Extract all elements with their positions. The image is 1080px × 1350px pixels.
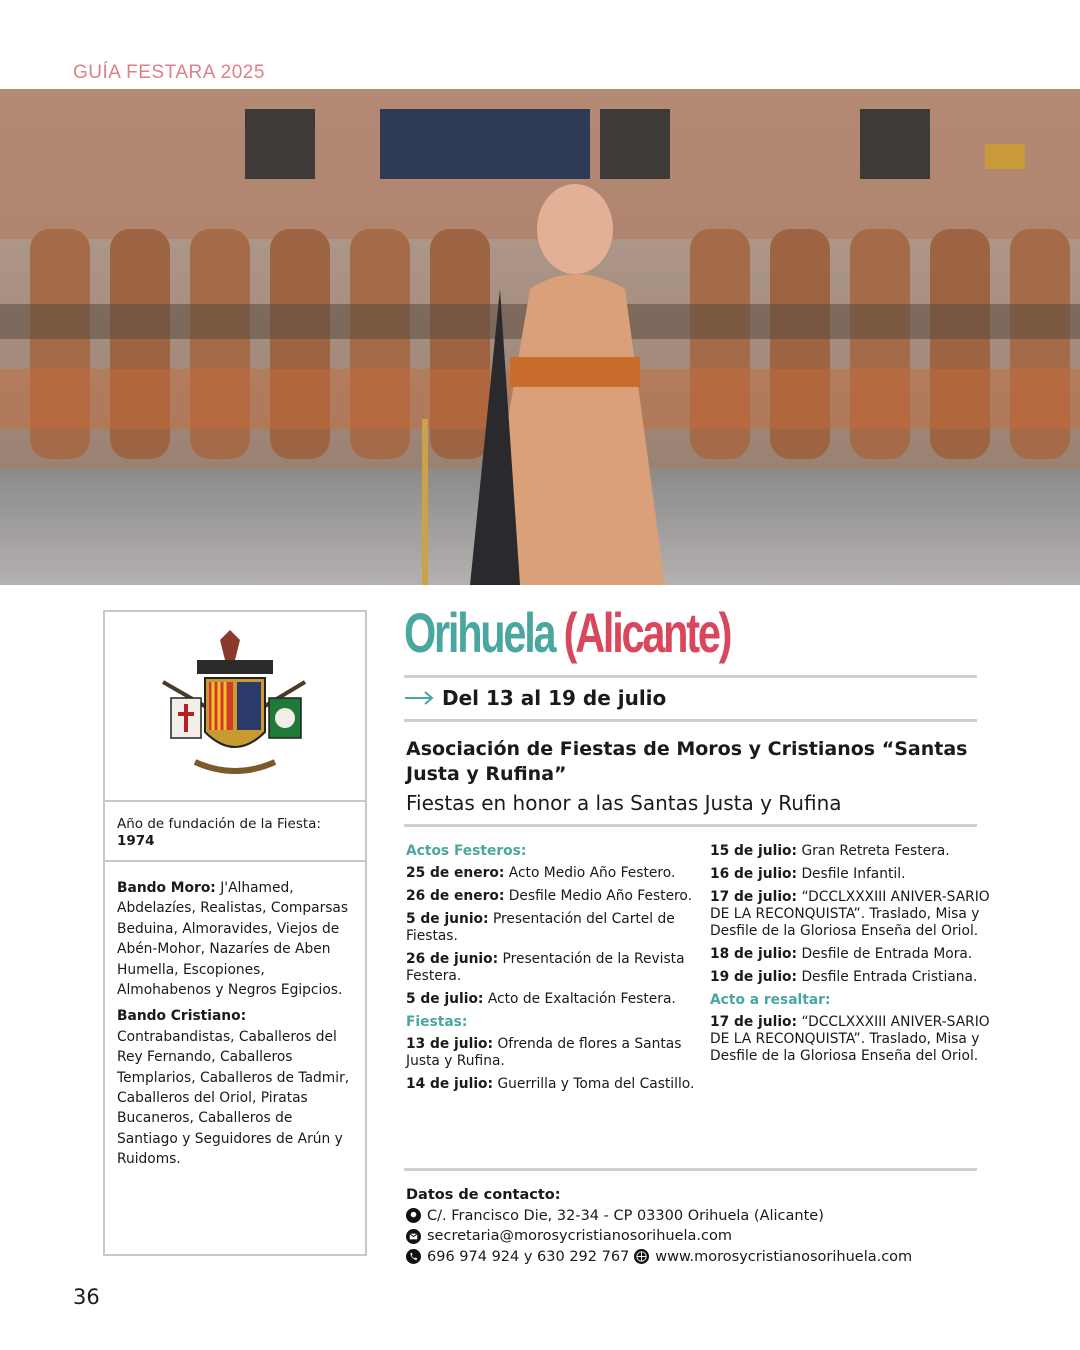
list-item bbox=[406, 865, 696, 882]
email-link[interactable]: secretaria@morosycristianosorihuela.com bbox=[427, 1228, 732, 1244]
address-text: C/. Francisco Die, 32-34 - CP 03300 Orihuela (Alicante) bbox=[427, 1207, 824, 1224]
event-text: Guerrilla y Toma del Castillo. bbox=[497, 1076, 695, 1092]
page-title bbox=[404, 600, 730, 665]
location-pin-icon bbox=[406, 1208, 421, 1223]
association-crest bbox=[105, 612, 365, 802]
list-item bbox=[406, 911, 696, 945]
phone-icon bbox=[406, 1249, 421, 1264]
divider bbox=[404, 824, 977, 827]
arrow-right-icon bbox=[404, 690, 434, 706]
guide-title: GUÍA FESTARA 2025 bbox=[73, 62, 265, 83]
bando-moro-label: Bando Moro: bbox=[117, 880, 216, 896]
phone-numbers: 696 974 924 y 630 292 767 bbox=[427, 1248, 630, 1265]
event-text: “DCCLXXXIII ANIVER-SARIO DE LA RECONQUISTA”. Traslado, Misa y Desfile de la Gloriosa Enseña del Oriol. bbox=[710, 889, 990, 939]
event-date: 19 de julio: bbox=[710, 969, 798, 985]
founded-label: Año de fundación de la Fiesta: bbox=[117, 816, 321, 832]
list-item bbox=[710, 946, 990, 963]
bando-moro bbox=[117, 878, 353, 1000]
globe-icon bbox=[634, 1249, 649, 1264]
list-item bbox=[406, 888, 696, 905]
divider bbox=[404, 719, 977, 722]
event-date: 16 de julio: bbox=[710, 866, 798, 882]
program-right-column bbox=[710, 843, 990, 1071]
event-text: Gran Retreta Festera. bbox=[801, 843, 950, 859]
festival-honor: Fiestas en honor a las Santas Justa y Rufina bbox=[406, 791, 842, 815]
list-item bbox=[710, 889, 990, 940]
bando-cristiano-label: Bando Cristiano: bbox=[117, 1008, 247, 1025]
bandos bbox=[105, 862, 365, 1170]
event-text: Desfile de Entrada Mora. bbox=[801, 946, 973, 962]
dates-text: Del 13 al 19 de julio bbox=[442, 686, 667, 710]
list-item bbox=[710, 843, 990, 860]
contact-section bbox=[406, 1185, 912, 1267]
festival-dates bbox=[404, 686, 666, 710]
event-date: 17 de julio: bbox=[710, 889, 798, 905]
list-item bbox=[406, 1036, 696, 1070]
bando-cristiano bbox=[117, 1006, 353, 1169]
event-text: Acto Medio Año Festero. bbox=[508, 865, 676, 881]
founded-info bbox=[105, 802, 365, 862]
event-date: 26 de enero: bbox=[406, 888, 505, 904]
address-row bbox=[406, 1206, 912, 1227]
event-text: Presentación de la Revista Festera. bbox=[406, 951, 685, 984]
event-text: Desfile Entrada Cristiana. bbox=[801, 969, 978, 985]
actos-heading: Actos Festeros: bbox=[406, 843, 527, 859]
list-item bbox=[710, 866, 990, 883]
event-text: Desfile Infantil. bbox=[801, 866, 906, 882]
fiestas-heading: Fiestas: bbox=[406, 1014, 468, 1030]
list-item bbox=[710, 969, 990, 986]
event-text: Presentación del Cartel de Fiestas. bbox=[406, 911, 675, 944]
email-icon bbox=[406, 1229, 421, 1244]
province-name: (Alicante) bbox=[563, 601, 731, 664]
page-number: 36 bbox=[73, 1285, 100, 1309]
info-sidebox bbox=[103, 610, 367, 1256]
event-text: Acto de Exaltación Festera. bbox=[487, 991, 676, 1007]
founded-year: 1974 bbox=[117, 833, 155, 849]
bando-moro-list: J'Alhamed, Abdelazíes, Realistas, Comparsas Beduina, Almoravides, Viejos de Abén-Mohor, Nazaríes de Aben Humella, Escopiones, Almohabenos y Negros Egipcios. bbox=[117, 880, 349, 999]
event-text: “DCCLXXXIII ANIVER-SARIO DE LA RECONQUISTA”. Traslado, Misa y Desfile de la Gloriosa Enseña del Oriol. bbox=[710, 1014, 990, 1064]
list-item bbox=[710, 1014, 990, 1065]
event-text: Desfile Medio Año Festero. bbox=[508, 888, 693, 904]
phone-web-row bbox=[406, 1247, 912, 1268]
event-date: 25 de enero: bbox=[406, 865, 505, 881]
list-item bbox=[406, 991, 696, 1008]
event-date: 15 de julio: bbox=[710, 843, 798, 859]
resaltar-heading: Acto a resaltar: bbox=[710, 992, 831, 1008]
event-date: 26 de junio: bbox=[406, 951, 499, 967]
event-date: 14 de julio: bbox=[406, 1076, 494, 1092]
list-item bbox=[406, 1076, 696, 1093]
website-link[interactable]: www.morosycristianosorihuela.com bbox=[655, 1248, 913, 1265]
festival-photo bbox=[0, 89, 1080, 585]
list-item bbox=[406, 951, 696, 985]
event-text: Ofrenda de flores a Santas Justa y Rufina. bbox=[406, 1036, 682, 1069]
divider bbox=[404, 675, 977, 678]
program-left-column bbox=[406, 843, 696, 1099]
city-name: Orihuela bbox=[404, 601, 555, 664]
email-row bbox=[406, 1226, 912, 1247]
event-date: 5 de junio: bbox=[406, 911, 489, 927]
association-name: Asociación de Fiestas de Moros y Cristianos “Santas Justa y Rufina” bbox=[406, 738, 968, 785]
event-date: 5 de julio: bbox=[406, 991, 484, 1007]
bando-cristiano-list: Contrabandistas, Caballeros del Rey Fernando, Caballeros Templarios, Caballeros de Tadmir, Caballeros del Oriol, Piratas Bucaneros, Caballeros de Santiago y Seguidores de Arún y Ruidoms. bbox=[117, 1028, 350, 1168]
event-date: 18 de julio: bbox=[710, 946, 798, 962]
event-date: 13 de julio: bbox=[406, 1036, 494, 1052]
contact-heading: Datos de contacto: bbox=[406, 1187, 561, 1203]
event-date: 17 de julio: bbox=[710, 1014, 798, 1030]
divider bbox=[404, 1168, 977, 1171]
